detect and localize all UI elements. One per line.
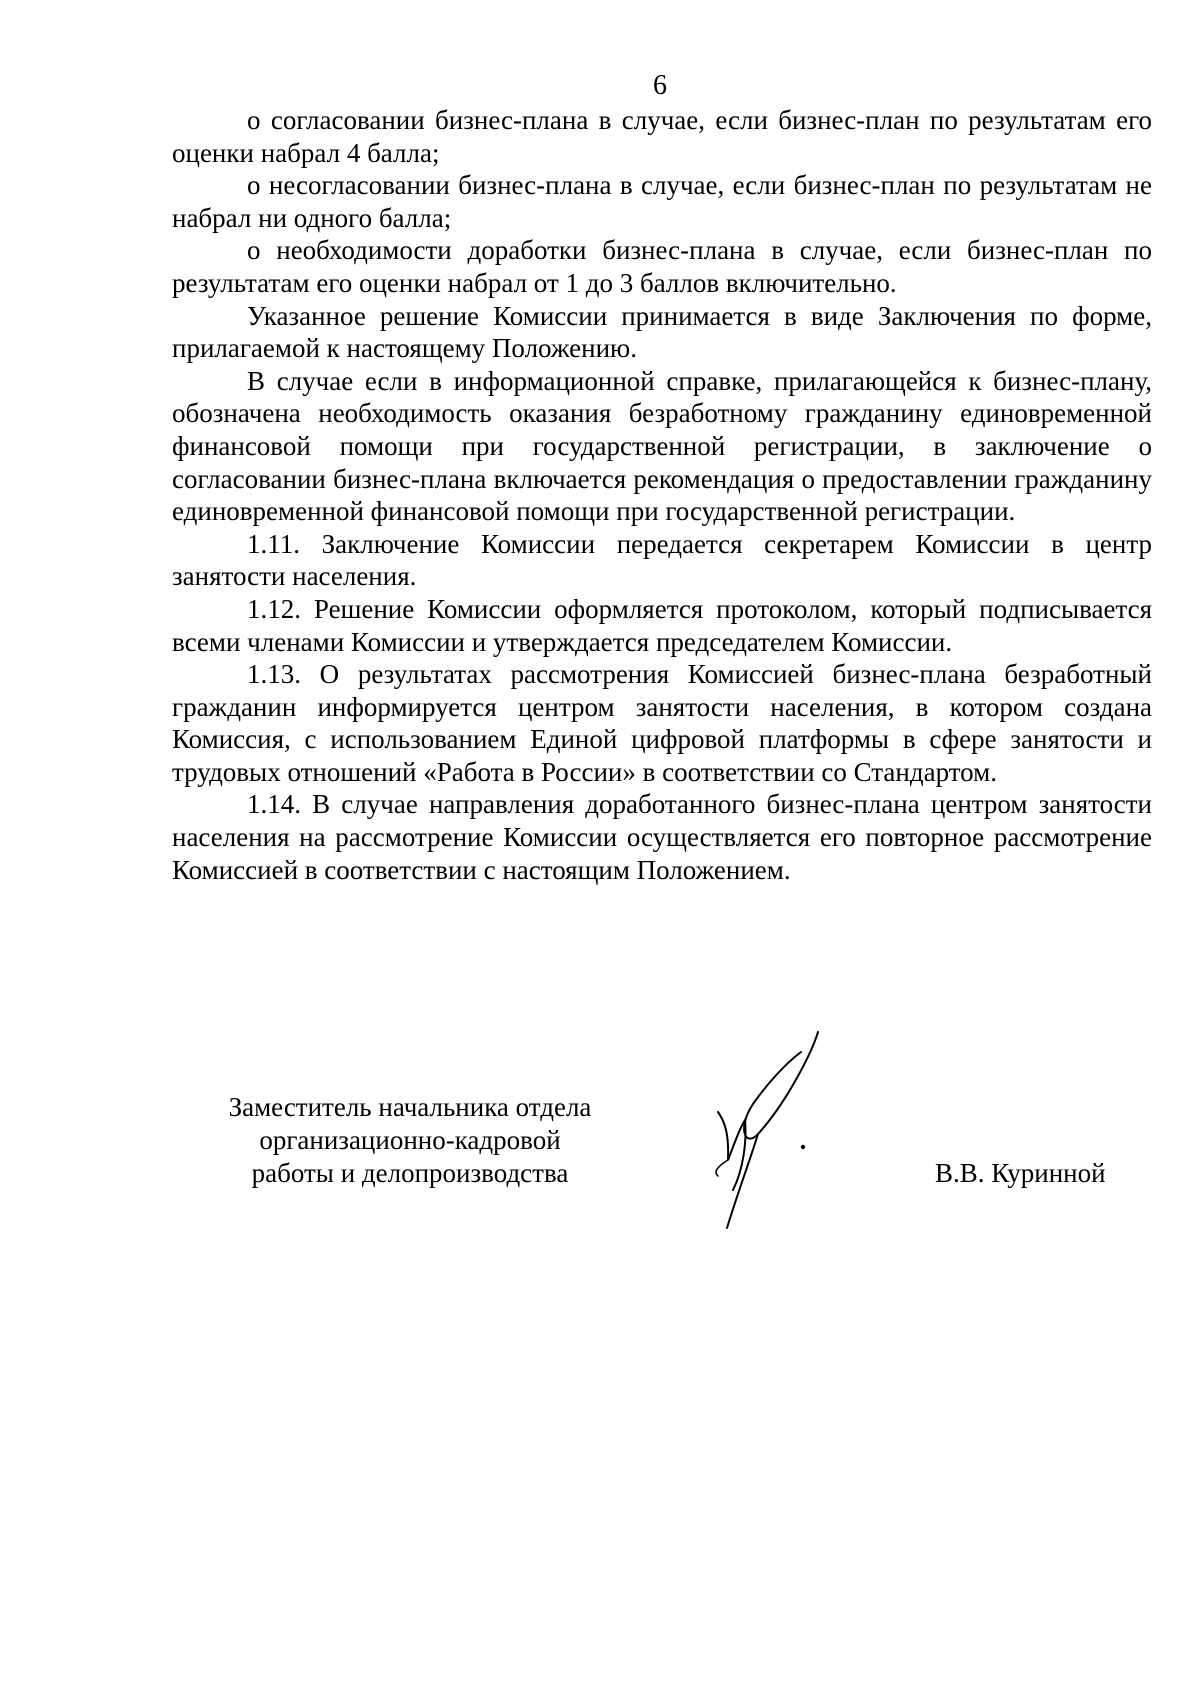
paragraph-approval: о согласовании бизнес-плана в случае, если бизнес-план по результатам его оценки набрал 4 балла; [172,105,1152,168]
page-number: 6 [653,70,667,101]
signatory-name: В.В. Куринной [935,1158,1106,1188]
position-line: Заместитель начальника отдела [228,1092,592,1122]
position-line: организационно-кадровой [259,1125,561,1155]
paragraph-revision: о необходимости доработки бизнес-плана в случае, если бизнес-план по результатам его оценки набрал от 1 до 3 баллов включительно. [172,235,1152,298]
paragraph-1-14: 1.14. В случае направления доработанного бизнес-плана центром занятости населения на рассмотрение Комиссии осуществляется его повторное рассмотрение Комиссией в соответствии с настоящим Положением. [172,789,1152,885]
paragraph-1-11: 1.11. Заключение Комиссии передается секретарем Комиссии в центр занятости населения. [172,528,1152,592]
paragraph-non-approval: о несогласовании бизнес-плана в случае, если бизнес-план по результатам не набрал ни одного балла; [172,170,1152,233]
document-body [172,104,1152,886]
paragraph-conclusion-form: Указанное решение Комиссии принимается в виде Заключения по форме, прилагаемой к настоящему Положению. [172,300,1152,364]
handwritten-signature [715,1030,835,1230]
position-line: работы и делопроизводства [251,1158,569,1188]
signatory-position [200,1091,620,1190]
paragraph-financial-aid: В случае если в информационной справке, прилагающейся к бизнес-плану, обозначена необходимость оказания безработному гражданину единовременной финансовой помощи при государственной регистрации, в заключение о согласовании бизнес-плана включается рекомендация о предоставлении гражданину единовременной финансовой помощи при государственной регистрации. [172,365,1152,527]
paragraph-1-13: 1.13. О результатах рассмотрения Комиссией бизнес-плана безработный гражданин информируется центром занятости населения, в котором создана Комиссия, с использованием Единой цифровой платформы в сфере занятости и трудовых отношений «Работа в России» в соответствии со Стандартом. [172,659,1152,787]
paragraph-1-12: 1.12. Решение Комиссии оформляется протоколом, который подписывается всеми членами Комиссии и утверждается председателем Комиссии. [172,593,1152,657]
